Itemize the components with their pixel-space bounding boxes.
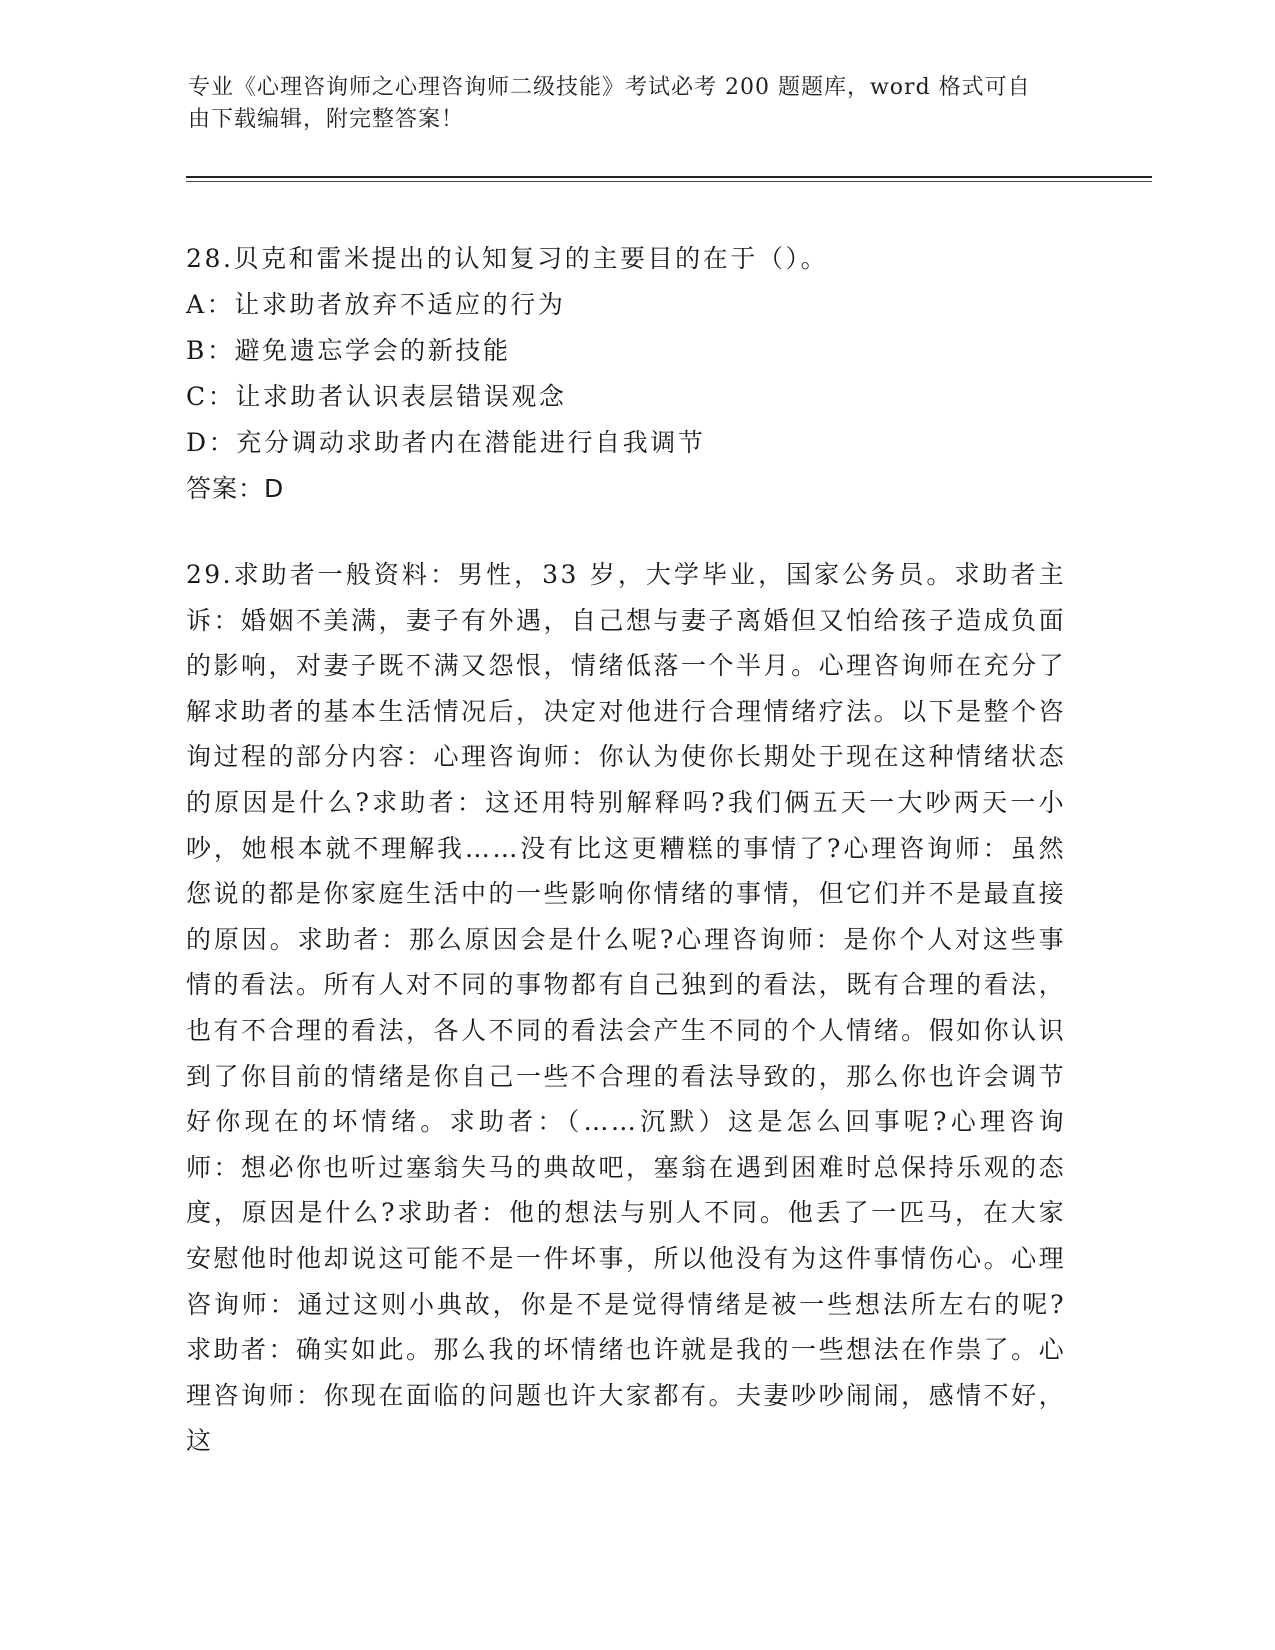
answer-line: 答案：D [186, 474, 285, 503]
question-paragraph: 29.求助者一般资料：男性，33 岁，大学毕业，国家公务员。求助者主诉：婚姻不美满，妻子有外遇，自己想与妻子离婚但又怕给孩子造成负面的影响，对妻子既不满又怨恨，情绪低落一个半月。心理咨询师在充分了解求助者的基本生活情况后，决定对他进行合理情绪疗法。以下是整个咨询过程的部分内容：心理咨询师：你认为使你长期处于现在这种情绪状态的原因是什么?求助者：这还用特别解释吗?我们俩五天一大吵两天一小吵，她根本就不理解我……没有比这更糟糕的事情了?心理咨询师：虽然您说的都是你家庭生活中的一些影响你情绪的事情，但它们并不是最直接的原因。求助者：那么原因会是什么呢?心理咨询师：是你个人对这些事情的看法。所有人对不同的事物都有自己独到的看法，既有合理的看法，也有不合理的看法，各人不同的看法会产生不同的个人情绪。假如你认识到了你目前的情绪是你自己一些不合理的看法导致的，那么你也许会调节好你现在的坏情绪。求助者：（……沉默）这是怎么回事呢?心理咨询师：想必你也听过塞翁失马的典故吧，塞翁在遇到困难时总保持乐观的态度，原因是什么?求助者：他的想法与别人不同。他丢了一匹马，在大家安慰他时他却说这可能不是一件坏事，所以他没有为这件事情伤心。心理咨询师：通过这则小典故，你是不是觉得情绪是被一些想法所左右的呢?求助者：确实如此。那么我的坏情绪也许就是我的一些想法在作祟了。心理咨询师：你现在面临的问题也许大家都有。夫妻吵吵闹闹，感情不好，这 [186, 560, 1066, 1456]
header-line-2: 由下载编辑，附完整答案！ [188, 107, 465, 132]
option-b: B：避免遗忘学会的新技能 [186, 336, 511, 365]
question-29 [186, 552, 1066, 1464]
question-stem: 28.贝克和雷米提出的认知复习的主要目的在于（）。 [186, 244, 829, 273]
option-a: A：让求助者放弃不适应的行为 [186, 290, 566, 319]
header-divider [186, 176, 1152, 178]
header-divider-thin [186, 181, 1152, 182]
question-28 [186, 236, 1086, 512]
option-d: D：充分调动求助者内在潜能进行自我调节 [186, 428, 706, 457]
document-header [188, 72, 1068, 136]
header-line-1: 专业《心理咨询师之心理咨询师二级技能》考试必考 200 题题库，word 格式可自 [188, 75, 1031, 100]
option-c: C：让求助者认识表层错误观念 [186, 382, 567, 411]
